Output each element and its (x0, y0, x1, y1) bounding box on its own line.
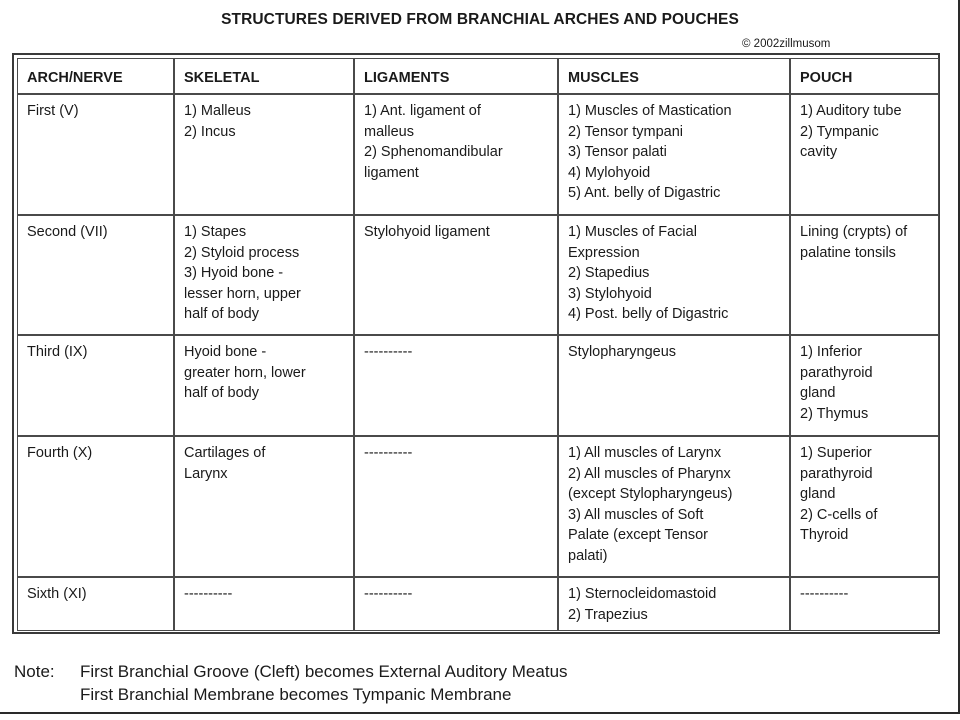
cell-line: 4) Post. belly of Digastric (568, 306, 729, 323)
cell-line: Fourth (X) (27, 445, 93, 461)
cell-line: 2) Stapedius (568, 265, 650, 282)
cell-muscles (558, 335, 790, 436)
cell-line: 1) Ant. ligament of (364, 103, 481, 119)
cell-line: 1) Auditory tube (800, 103, 902, 119)
cell-ligaments (354, 335, 558, 436)
note-label-spacer (14, 683, 80, 706)
cell-line: Third (IX) (27, 344, 88, 360)
cell-pouch (790, 577, 939, 631)
cell-line: ---------- (364, 344, 413, 360)
cell-line: 2) Incus (184, 123, 236, 140)
cell-muscles (558, 436, 790, 577)
cell-skeletal (174, 94, 354, 215)
note-row (14, 660, 568, 683)
cell-line: 2) Sphenomandibular (364, 144, 503, 161)
cell-line: ---------- (800, 586, 849, 602)
cell-ligaments (354, 94, 558, 215)
cell-line: 1) Sternocleidomastoid (568, 586, 717, 602)
cell-muscles (558, 94, 790, 215)
cell-line: half of body (184, 306, 259, 323)
cell-line: Cartilages of (184, 445, 266, 461)
cell-line: palati) (568, 547, 608, 564)
cell-line: parathyroid (800, 364, 873, 381)
cell-line: 4) Mylohyoid (568, 164, 651, 181)
cell-line: (except Stylopharyngeus) (568, 486, 733, 503)
cell-line: Second (VII) (27, 224, 108, 240)
cell-line: ---------- (364, 445, 413, 461)
table-row (17, 335, 939, 436)
column-header-muscles: MUSCLES (558, 58, 790, 94)
cell-line: Expression (568, 244, 640, 261)
table-row (17, 215, 939, 335)
cell-pouch (790, 94, 939, 215)
note-row (14, 683, 568, 706)
cell-line: malleus (364, 123, 414, 140)
cell-line: Hyoid bone - (184, 344, 267, 360)
cell-skeletal (174, 436, 354, 577)
cell-line: 1) Superior (800, 445, 872, 461)
note-label: Note: (14, 662, 55, 681)
table-header-row (17, 58, 939, 94)
table-row (17, 436, 939, 577)
cell-arch (17, 335, 174, 436)
cell-ligaments (354, 577, 558, 631)
note-block (14, 660, 568, 706)
column-header-skeletal: SKELETAL (174, 58, 354, 94)
cell-line: 3) Stylohyoid (568, 285, 652, 302)
cell-arch (17, 577, 174, 631)
note-line: First Branchial Groove (Cleft) becomes External Auditory Meatus (80, 662, 568, 681)
document-title: STRUCTURES DERIVED FROM BRANCHIAL ARCHES AND POUCHES (221, 11, 739, 28)
column-header-pouch: POUCH (790, 58, 939, 94)
cell-muscles (558, 215, 790, 335)
cell-line: parathyroid (800, 465, 873, 482)
cell-line: 1) Inferior (800, 344, 863, 360)
cell-line: 3) Hyoid bone - (184, 265, 284, 282)
cell-line: ---------- (364, 586, 413, 602)
cell-line: 1) Stapes (184, 224, 247, 240)
cell-line: gland (800, 486, 836, 503)
cell-line: Stylopharyngeus (568, 344, 677, 360)
cell-arch (17, 94, 174, 215)
cell-pouch (790, 215, 939, 335)
cell-line: 5) Ant. belly of Digastric (568, 185, 721, 202)
cell-line: Lining (crypts) of (800, 224, 908, 240)
cell-line: 1) Muscles of Facial (568, 224, 697, 240)
cell-line: Sixth (XI) (27, 586, 87, 602)
table-row (17, 577, 939, 631)
cell-line: ---------- (184, 586, 233, 602)
cell-line: 2) Tympanic (800, 123, 879, 140)
cell-line: palatine tonsils (800, 244, 896, 261)
cell-line: Stylohyoid ligament (364, 224, 490, 240)
cell-line: cavity (800, 144, 838, 161)
cell-line: 2) Styloid process (184, 244, 300, 261)
cell-line: half of body (184, 385, 259, 402)
cell-line: greater horn, lower (184, 364, 306, 381)
cell-line: 1) All muscles of Larynx (568, 445, 722, 461)
arches-table-frame (12, 53, 940, 634)
cell-line: 2) Tensor tympani (568, 123, 683, 140)
cell-line: gland (800, 385, 836, 402)
cell-line: First (V) (27, 103, 79, 119)
note-line: First Branchial Membrane becomes Tympanic Membrane (80, 685, 512, 704)
cell-line: 2) Thymus (800, 405, 869, 422)
table-row (17, 94, 939, 215)
cell-line: lesser horn, upper (184, 285, 301, 302)
cell-line: 2) Trapezius (568, 606, 648, 623)
cell-skeletal (174, 577, 354, 631)
cell-arch (17, 215, 174, 335)
cell-skeletal (174, 335, 354, 436)
copyright-notice: © 2002zillmusom (742, 38, 831, 50)
cell-muscles (558, 577, 790, 631)
cell-ligaments (354, 215, 558, 335)
cell-line: Palate (except Tensor (568, 527, 708, 544)
cell-line: 3) All muscles of Soft (568, 506, 704, 523)
table-body (17, 94, 939, 631)
cell-line: 1) Malleus (184, 103, 251, 119)
cell-line: Larynx (184, 465, 228, 482)
cell-line: 3) Tensor palati (568, 144, 667, 161)
cell-skeletal (174, 215, 354, 335)
column-header-arch: ARCH/NERVE (17, 58, 174, 94)
cell-line: Thyroid (800, 527, 849, 544)
arches-table (17, 58, 939, 631)
cell-line: 1) Muscles of Mastication (568, 103, 732, 119)
column-header-ligaments: LIGAMENTS (354, 58, 558, 94)
cell-arch (17, 436, 174, 577)
cell-line: 2) All muscles of Pharynx (568, 465, 731, 482)
cell-line: 2) C-cells of (800, 506, 878, 523)
cell-pouch (790, 335, 939, 436)
cell-pouch (790, 436, 939, 577)
cell-ligaments (354, 436, 558, 577)
cell-line: ligament (364, 164, 419, 181)
